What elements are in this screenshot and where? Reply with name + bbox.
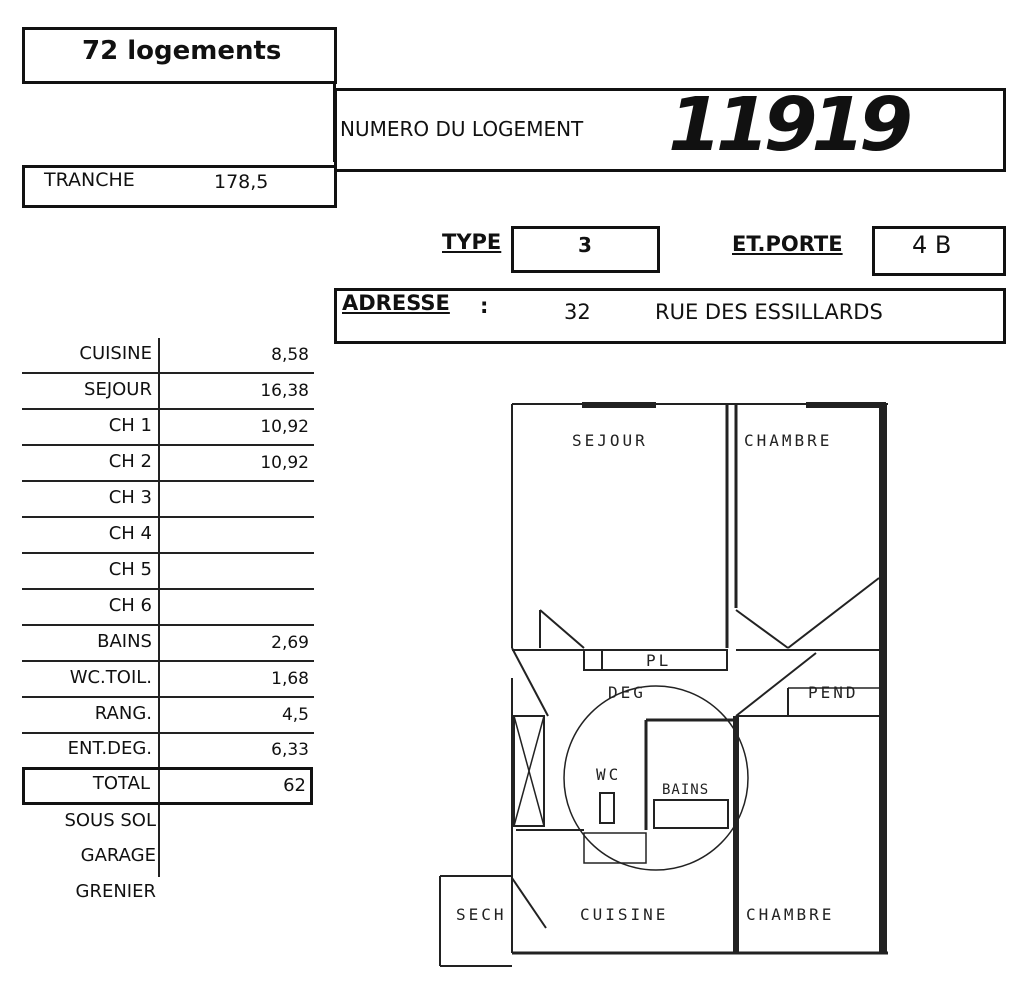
total-value: 62 — [283, 775, 306, 796]
room-wc: WC — [596, 765, 622, 784]
column-divider — [158, 410, 160, 446]
room-deg: DEG — [608, 683, 646, 702]
adresse-colon: : — [480, 294, 489, 318]
adresse-street: RUE DES ESSILLARDS — [655, 300, 883, 324]
column-divider — [158, 662, 160, 698]
row-value: 1,68 — [271, 669, 309, 689]
column-divider — [158, 338, 160, 374]
row-label: RANG. — [94, 703, 152, 724]
column-divider — [158, 446, 160, 482]
numero-value: 11919 — [668, 82, 907, 168]
adresse-number: 32 — [564, 300, 591, 324]
tranche-value: 178,5 — [214, 171, 269, 193]
total-row — [22, 767, 313, 805]
room-sech: SECH — [456, 905, 507, 924]
numero-label: NUMERO DU LOGEMENT — [340, 117, 584, 141]
total-label: TOTAL — [92, 773, 150, 794]
row-label: ENT.DEG. — [67, 738, 152, 759]
table-row — [22, 698, 314, 734]
table-row — [22, 733, 314, 769]
etporte-value: 4 B — [912, 231, 952, 259]
row-label: CH 2 — [108, 451, 152, 472]
room-bains: BAINS — [662, 782, 710, 798]
room-pl: PL — [646, 651, 672, 670]
type-label: TYPE — [442, 230, 502, 254]
column-divider — [158, 590, 160, 626]
table-row — [22, 446, 314, 482]
column-divider — [158, 518, 160, 554]
room-chambre-top: CHAMBRE — [744, 431, 833, 450]
extra-label: GRENIER — [75, 881, 156, 902]
room-cuisine: CUISINE — [580, 905, 669, 924]
row-label: BAINS — [97, 631, 152, 652]
column-divider — [158, 374, 160, 410]
row-value: 10,92 — [260, 453, 309, 473]
row-value: 10,92 — [260, 417, 309, 437]
extra-label: SOUS SOL — [64, 810, 156, 831]
table-row — [22, 590, 314, 626]
column-divider — [158, 698, 160, 734]
logements-count: 72 logements — [82, 36, 282, 66]
row-label: CH 5 — [108, 559, 152, 580]
tranche-label: TRANCHE — [44, 169, 135, 191]
column-divider — [158, 770, 160, 802]
table-row — [22, 482, 314, 518]
room-pend: PEND — [808, 683, 859, 702]
row-value: 4,5 — [281, 705, 309, 725]
column-divider — [158, 482, 160, 518]
row-value: 6,33 — [271, 740, 309, 760]
column-divider — [158, 626, 160, 662]
table-row — [22, 410, 314, 446]
table-row — [22, 662, 314, 698]
room-chambre-bottom: CHAMBRE — [746, 905, 835, 924]
plan-labels — [456, 431, 859, 924]
column-divider — [158, 554, 160, 590]
row-value: 16,38 — [260, 381, 309, 401]
row-label: WC.TOIL. — [69, 667, 152, 688]
row-label: CH 4 — [108, 523, 152, 544]
table-row — [22, 338, 314, 374]
row-value: 8,58 — [271, 345, 309, 365]
column-divider — [158, 733, 160, 769]
table-row — [22, 518, 314, 554]
table-row — [22, 554, 314, 590]
etporte-label: ET.PORTE — [732, 232, 843, 256]
table-row — [22, 374, 314, 410]
row-label: SEJOUR — [84, 379, 152, 400]
floor-plan — [436, 398, 906, 972]
adresse-label: ADRESSE — [342, 291, 450, 315]
row-label: CH 3 — [108, 487, 152, 508]
table-row — [22, 626, 314, 662]
type-value: 3 — [578, 233, 592, 257]
room-sejour: SEJOUR — [572, 431, 648, 450]
row-label: CH 6 — [108, 595, 152, 616]
row-label: CUISINE — [79, 343, 152, 364]
row-label: CH 1 — [108, 415, 152, 436]
extra-label: GARAGE — [80, 845, 156, 866]
column-divider — [158, 805, 160, 877]
row-value: 2,69 — [271, 633, 309, 653]
